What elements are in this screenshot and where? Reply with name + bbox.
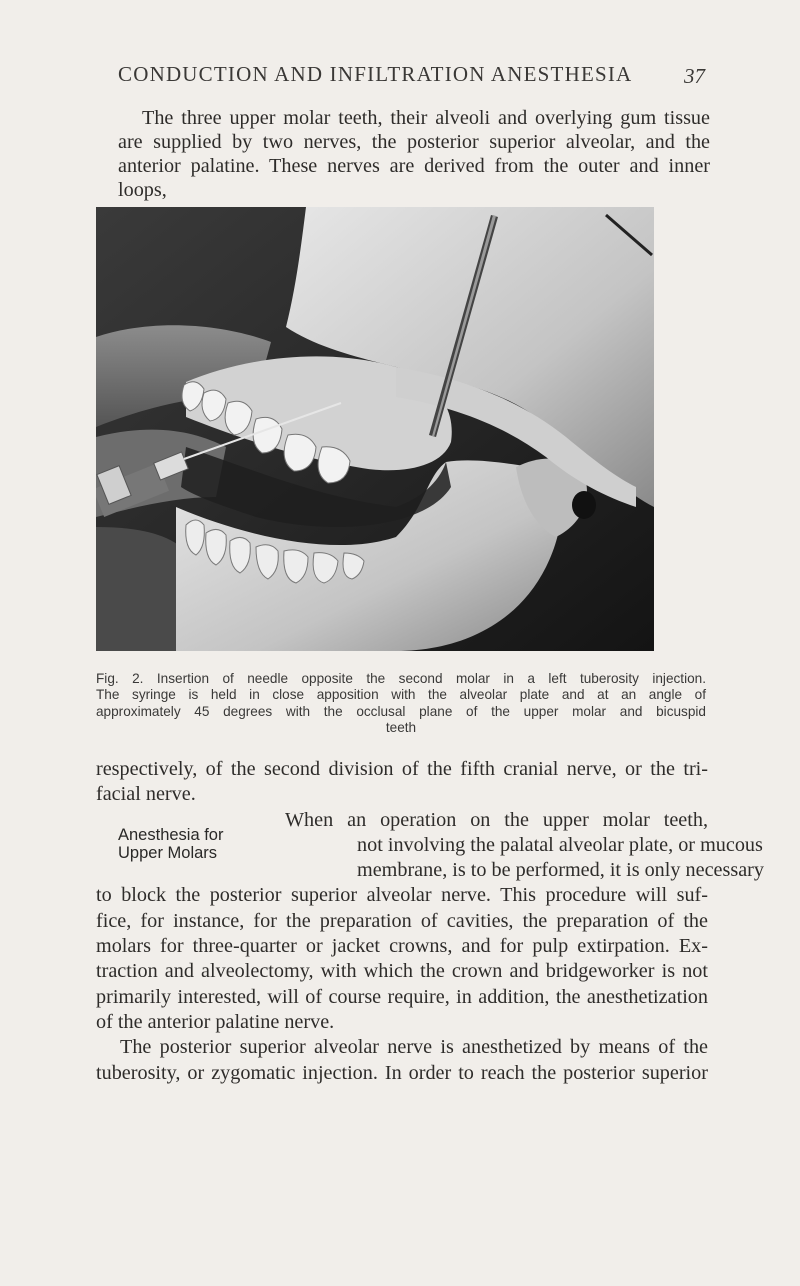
body-line: to block the posterior superior alveolar nerve. This procedure will suf- <box>96 884 708 907</box>
body-line: molars for three-quarter or jacket crowns, and for pulp extirpation. Ex- <box>96 935 708 958</box>
body-line: tuberosity, or zygomatic injection. In order to reach the posterior superior <box>96 1061 708 1084</box>
body-line: primarily interested, will of course require, in addition, the anesthetization <box>96 985 708 1008</box>
caption-line: The syringe is held in close apposition with the alveolar plate and at an angle of <box>96 687 706 703</box>
body-line: of the anterior palatine nerve. <box>96 1010 335 1033</box>
body-line: The posterior superior alveolar nerve is anesthetized by means of the <box>120 1036 708 1059</box>
running-head: CONDUCTION AND INFILTRATION ANESTHESIA <box>118 62 633 86</box>
paragraph-top: The three upper molar teeth, their alveoli and overlying gum tissue are supplied by two nerves, the posterior superior alveolar, and the anterior palatine. These nerves are derived from the outer and inner loops, <box>118 107 710 201</box>
page-number: 37 <box>684 64 705 88</box>
sidehead-line: Upper Molars <box>118 844 218 862</box>
body-line: fice, for instance, for the preparation of cavities, the preparation of the <box>96 909 708 932</box>
skull-photo-illustration <box>96 207 654 651</box>
figure-caption <box>96 671 706 736</box>
body-line: not involving the palatal alveolar plate, or mucous <box>357 833 763 856</box>
caption-line: Fig. 2. Insertion of needle opposite the second molar in a left tuberosity injection. <box>96 671 706 686</box>
sidehead-line: Anesthesia for <box>118 826 224 844</box>
caption-line: teeth <box>385 719 417 735</box>
body-line: facial nerve. <box>96 783 196 806</box>
body-line: traction and alveolectomy, with which the crown and bridgeworker is not <box>96 960 708 983</box>
body-line: respectively, of the second division of the fifth cranial nerve, or the tri- <box>96 758 708 780</box>
body-line: membrane, is to be performed, it is only necessary <box>357 859 764 882</box>
body-text <box>96 757 764 1086</box>
body-line: When an operation on the upper molar teeth, <box>285 808 708 831</box>
figure-photo-skull-injection <box>96 207 654 651</box>
caption-line: approximately 45 degrees with the occlusal plane of the upper molar and bicuspid <box>96 703 706 719</box>
